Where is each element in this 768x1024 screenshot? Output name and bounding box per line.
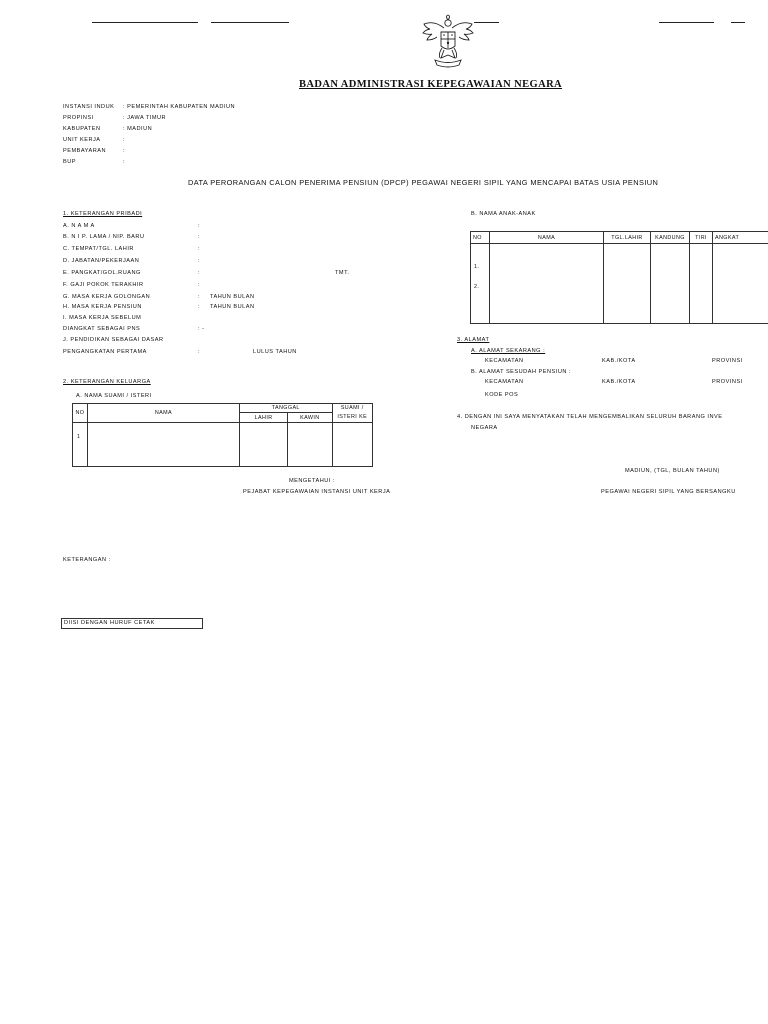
col-tgl-lahir: TGL.LAHIR xyxy=(604,232,651,244)
field-row: J. PENDIDIKAN SEBAGAI DASAR xyxy=(63,337,164,343)
top-rule-1 xyxy=(92,22,198,23)
field-row: B. N I P. LAMA / NIP. BARU : xyxy=(63,234,201,240)
col-kandung: KANDUNG xyxy=(651,232,690,244)
mengetahui-label: MENGETAHUI : xyxy=(289,478,335,484)
table-cell xyxy=(604,244,651,324)
statement-line: NEGARA xyxy=(471,425,498,431)
kecamatan-label: KECAMATAN xyxy=(485,379,524,385)
form-title: DATA PERORANGAN CALON PENERIMA PENSIUN (DPCP) PEGAWAI NEGERI SIPIL YANG MENCAPAI BATAS USIA PENSIUN xyxy=(188,178,659,187)
col-no: NO xyxy=(73,404,88,423)
table-cell xyxy=(690,244,713,324)
top-rule-4 xyxy=(659,22,714,23)
section-1-heading: 1. KETERANGAN PRIBADI xyxy=(63,211,143,217)
table-cell xyxy=(87,423,239,467)
kabkota-label: KAB./KOTA xyxy=(602,358,636,364)
col-tanggal: TANGGAL xyxy=(240,404,332,413)
instansi-row: PROPINSI : JAWA TIMUR xyxy=(63,115,167,121)
kabkota-label: KAB./KOTA xyxy=(602,379,636,385)
table-row: 1 xyxy=(73,423,88,467)
field-row: E. PANGKAT/GOL.RUANG : TMT. xyxy=(63,270,350,276)
col-lahir: LAHIR xyxy=(240,413,288,423)
field-row: A. N A M A : xyxy=(63,223,201,229)
col-suami: SUAMI / xyxy=(332,404,373,413)
col-isteri-ke: ISTERI KE xyxy=(332,413,373,423)
table-cell xyxy=(240,423,288,467)
section-b-heading: B. NAMA ANAK-ANAK xyxy=(471,211,536,217)
children-table xyxy=(470,231,768,324)
field-row: F. GAJI POKOK TERAKHIR : xyxy=(63,282,201,288)
table-cell xyxy=(490,244,604,324)
table-cell xyxy=(713,244,768,324)
block-letters-note: DIISI DENGAN HURUF CETAK xyxy=(61,618,203,629)
page-title: BADAN ADMINISTRASI KEPEGAWAIAN NEGARA xyxy=(299,79,563,90)
top-rule-5 xyxy=(731,22,745,23)
top-rule-2 xyxy=(211,22,289,23)
col-tiri: TIRI xyxy=(690,232,713,244)
kodepos-label: KODE POS xyxy=(485,392,519,398)
field-row: DIANGKAT SEBAGAI PNS : - xyxy=(63,326,205,332)
col-angkat: ANGKAT xyxy=(713,232,768,244)
provinsi-label: PROVINSI xyxy=(712,358,743,364)
place-date: MADIUN, (TGL, BULAN TAHUN) xyxy=(625,468,720,474)
field-row: D. JABATAN/PEKERJAAN : xyxy=(63,258,201,264)
col-nama: NAMA xyxy=(490,232,604,244)
spouse-table xyxy=(72,403,373,467)
table-cell xyxy=(288,423,332,467)
top-rule-3 xyxy=(474,22,499,23)
kecamatan-label: KECAMATAN xyxy=(485,358,524,364)
field-row: H. MASA KERJA PENSIUN : TAHUN BULAN xyxy=(63,304,255,310)
field-row: C. TEMPAT/TGL. LAHIR : xyxy=(63,246,201,252)
section-2-heading: 2. KETERANGAN KELUARGA xyxy=(63,379,151,385)
instansi-row: INSTANSI INDUK : PEMERINTAH KABUPATEN MADIUN xyxy=(63,104,236,110)
keterangan-label: KETERANGAN : xyxy=(63,557,111,563)
provinsi-label: PROVINSI xyxy=(712,379,743,385)
instansi-row: UNIT KERJA : xyxy=(63,137,126,143)
garuda-emblem-icon xyxy=(420,14,476,72)
section-3-heading: 3. ALAMAT xyxy=(457,337,490,343)
section-2-sub: A. NAMA SUAMI / ISTERI xyxy=(76,393,152,399)
pns-label: PEGAWAI NEGERI SIPIL YANG BERSANGKU xyxy=(601,489,736,495)
address-after-label: B. ALAMAT SESUDAH PENSIUN : xyxy=(471,369,572,375)
instansi-row: PEMBAYARAN : xyxy=(63,148,126,154)
table-cell xyxy=(651,244,690,324)
col-kawin: KAWIN xyxy=(288,413,332,423)
field-row: G. MASA KERJA GOLONGAN : TAHUN BULAN xyxy=(63,294,255,300)
table-row: 1. 2. xyxy=(471,244,490,324)
instansi-row: KABUPATEN : MADIUN xyxy=(63,126,153,132)
section-1-rows xyxy=(63,223,383,363)
pejabat-label: PEJABAT KEPEGAWAIAN INSTANSI UNIT KERJA xyxy=(243,489,391,495)
field-row: I. MASA KERJA SEBELUM xyxy=(63,315,142,321)
table-cell xyxy=(332,423,373,467)
col-no: NO xyxy=(471,232,490,244)
field-row: PENGANGKATAN PERTAMA : LULUS TAHUN xyxy=(63,349,297,355)
instansi-row: BUP : xyxy=(63,159,126,165)
col-nama: NAMA xyxy=(87,404,239,423)
address-current-label: A. ALAMAT SEKARANG : xyxy=(471,348,546,354)
statement-line: 4. DENGAN INI SAYA MENYATAKAN TELAH MENGEMBALIKAN SELURUH BARANG INVE xyxy=(457,414,723,420)
